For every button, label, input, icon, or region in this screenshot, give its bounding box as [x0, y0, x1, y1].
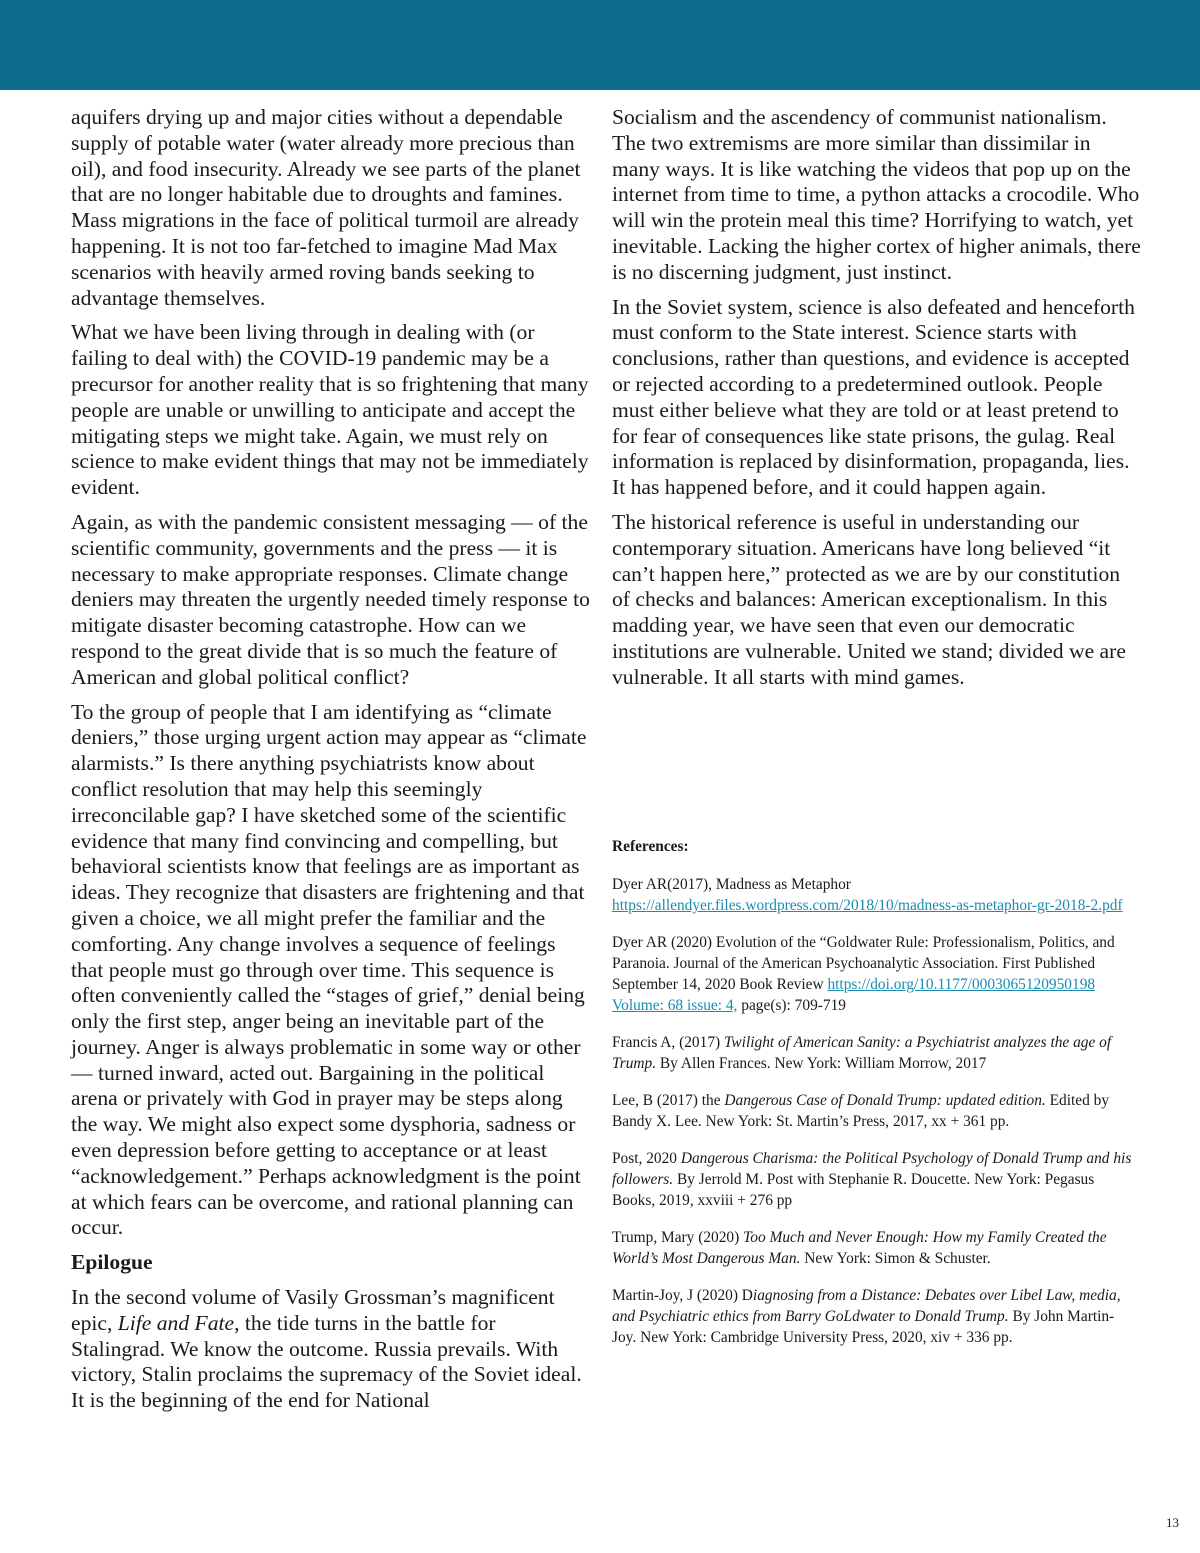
reference-item [612, 874, 1132, 916]
paragraph: The historical reference is useful in understanding our contemporary situation. Americans have long believed “it can’t happen here,” protected as we are by our constitution of checks and balances: American exceptionalism. In this madding year, we have seen that even our democratic institutions are vulnerable. United we stand; divided we are vulnerable. It all starts with mind games. [612, 509, 1126, 689]
paragraph: To the group of people that I am identifying as “climate deniers,” those urging urgent action may appear as “climate alarmists.” Is there anything psychiatrists know about conflict resolution that may help this seemingly irreconcilable gap? I have sketched some of the scientific evidence that many find convincing and compelling, but behavioral scientists know that feelings are as important as ideas. They recognize that disasters are frightening and that given a choice, we all might prefer the familiar and the comforting. Any change involves a sequence of feelings that people must go through over time. This sequence is often conveniently called the “stages of grief,” denial being only the first step, anger being an inevitable part of the journey. Anger is always problematic in some way or other — turned inward, acted out. Bargaining in the political arena or privately with God in prayer may be steps along the way. We might also expect some dysphoria, sadness or even depression before getting to acceptance or at least “acknowledgement.” Perhaps acknowledgment is the point at which fears can be overcome, and rational planning can occur. [71, 699, 587, 1240]
text-span: In the second volume of Vasily Grossman’s magnificent epic, [71, 1285, 555, 1335]
reference-item [612, 932, 1132, 1016]
ref-text: Trump, Mary (2020) [612, 1229, 744, 1246]
reference-item [612, 1090, 1132, 1132]
page-number: 13 [1166, 1515, 1179, 1530]
right-column [612, 105, 1142, 700]
reference-link[interactable]: https://allendyer.files.wordpress.com/2018/10/madness-as-metaphor-gr-2018-2.pdf [612, 897, 1123, 914]
paragraph: Socialism and the ascendency of communist nationalism. The two extremisms are more similar than dissimilar in many ways. It is like watching the videos that pop up on the internet from time to time, a python attacks a crocodile. Who will win the protein meal this time? Horrifying to watch, yet inevitable. Lacking the higher cortex of higher animals, there is no discerning judgment, just instinct. [612, 105, 1141, 284]
text-span: , the tide turns in the battle for Stalingrad. We know the outcome. Russia prevails. With victory, Stalin proclaims the supremacy of the Soviet ideal. It is the beginning of the end for National [71, 1310, 582, 1413]
ref-tail: By Allen Frances. New York: William Morrow, 2017 [656, 1055, 987, 1072]
ref-title: Too Much and Never Enough: How my Family Created the World’s Most Dangerous Man. [612, 1229, 1107, 1267]
ref-title: Twilight of American Sanity: a Psychiatrist analyzes the age of Trump. [612, 1034, 1112, 1072]
book-title: Life and Fate [117, 1310, 235, 1335]
ref-text: Dyer AR (2020) Evolution of the “Goldwater Rule: Professionalism, Politics, and Paranoia. Journal of the American Psychoanalytic Association. First Published September 14, 2020 Book Review [612, 934, 1115, 993]
reference-item [612, 1285, 1132, 1348]
ref-text: Post, 2020 [612, 1150, 681, 1167]
epilogue-heading: Epilogue [71, 1250, 153, 1275]
ref-tail: New York: Simon & Schuster. [800, 1250, 991, 1267]
ref-text: Lee, B (2017) the [612, 1092, 725, 1109]
header-color-band [0, 0, 1200, 90]
ref-text: Dyer AR(2017), Madness as Metaphor [612, 876, 851, 893]
ref-title: iagnosing from a Distance: Debates over Libel Law, media, and Psychiatric ethics from Barry GoLdwater to Donald Trump. [612, 1287, 1121, 1325]
ref-tail: page(s): 709-719 [737, 997, 846, 1014]
references-section [612, 836, 1132, 1364]
ref-text: Francis A, (2017) [612, 1034, 724, 1051]
paragraph: Again, as with the pandemic consistent messaging — of the scientific community, governments and the press — it is necessary to make appropriate responses. Climate change deniers may threaten the urgently needed timely response to mitigate disaster becoming catastrophe. How can we respond to the great divide that is so much the feature of American and global political conflict? [71, 509, 590, 689]
reference-item [612, 1148, 1132, 1211]
left-column [71, 105, 591, 1423]
ref-tail: Edited by Bandy X. Lee. New York: St. Martin’s Press, 2017, xx + 361 pp. [612, 1092, 1110, 1130]
ref-title: Dangerous Charisma: the Political Psychology of Donald Trump and his followers. [612, 1150, 1132, 1188]
paragraph [71, 1285, 591, 1414]
paragraph: aquifers drying up and major cities without a dependable supply of potable water (water already more precious than oil), and food insecurity. Already we see parts of the planet that are no longer habitable due to droughts and famines. Mass migrations in the face of political turmoil are already happening. It is not too far-fetched to imagine Mad Max scenarios with heavily armed roving bands seeking to advantage themselves. [71, 105, 581, 310]
references-heading: References: [612, 838, 689, 855]
reference-item [612, 1227, 1132, 1269]
ref-tail: By Jerrold M. Post with Stephanie R. Doucette. New York: Pegasus Books, 2019, xxviii + 276 pp [612, 1171, 1095, 1209]
ref-title: Dangerous Case of Donald Trump: updated edition. [724, 1092, 1046, 1109]
reference-item [612, 1032, 1132, 1074]
ref-text: Martin-Joy, J (2020) D [612, 1287, 753, 1304]
reference-link[interactable]: https://doi.org/10.1177/0003065120950198 Volume: 68 issue: 4, [612, 976, 1096, 1014]
paragraph: What we have been living through in dealing with (or failing to deal with) the COVID-19 pandemic may be a precursor for another reality that is so frightening that many people are unable or unwilling to anticipate and accept the mitigating steps we might take. Again, we must rely on science to make evident things that may not be immediately evident. [71, 320, 589, 500]
ref-tail: By John Martin-Joy. New York: Cambridge University Press, 2020, xiv + 336 pp. [612, 1308, 1115, 1346]
paragraph: In the Soviet system, science is also defeated and henceforth must conform to the State interest. Science starts with conclusions, rather than questions, and evidence is accepted or rejected according to a predetermined outlook. People must either believe what they are told or at least pretend to for fear of consequences like state prisons, the gulag. Real information is replaced by disinformation, propaganda, lies. It has happened before, and it could happen again. [612, 294, 1135, 500]
